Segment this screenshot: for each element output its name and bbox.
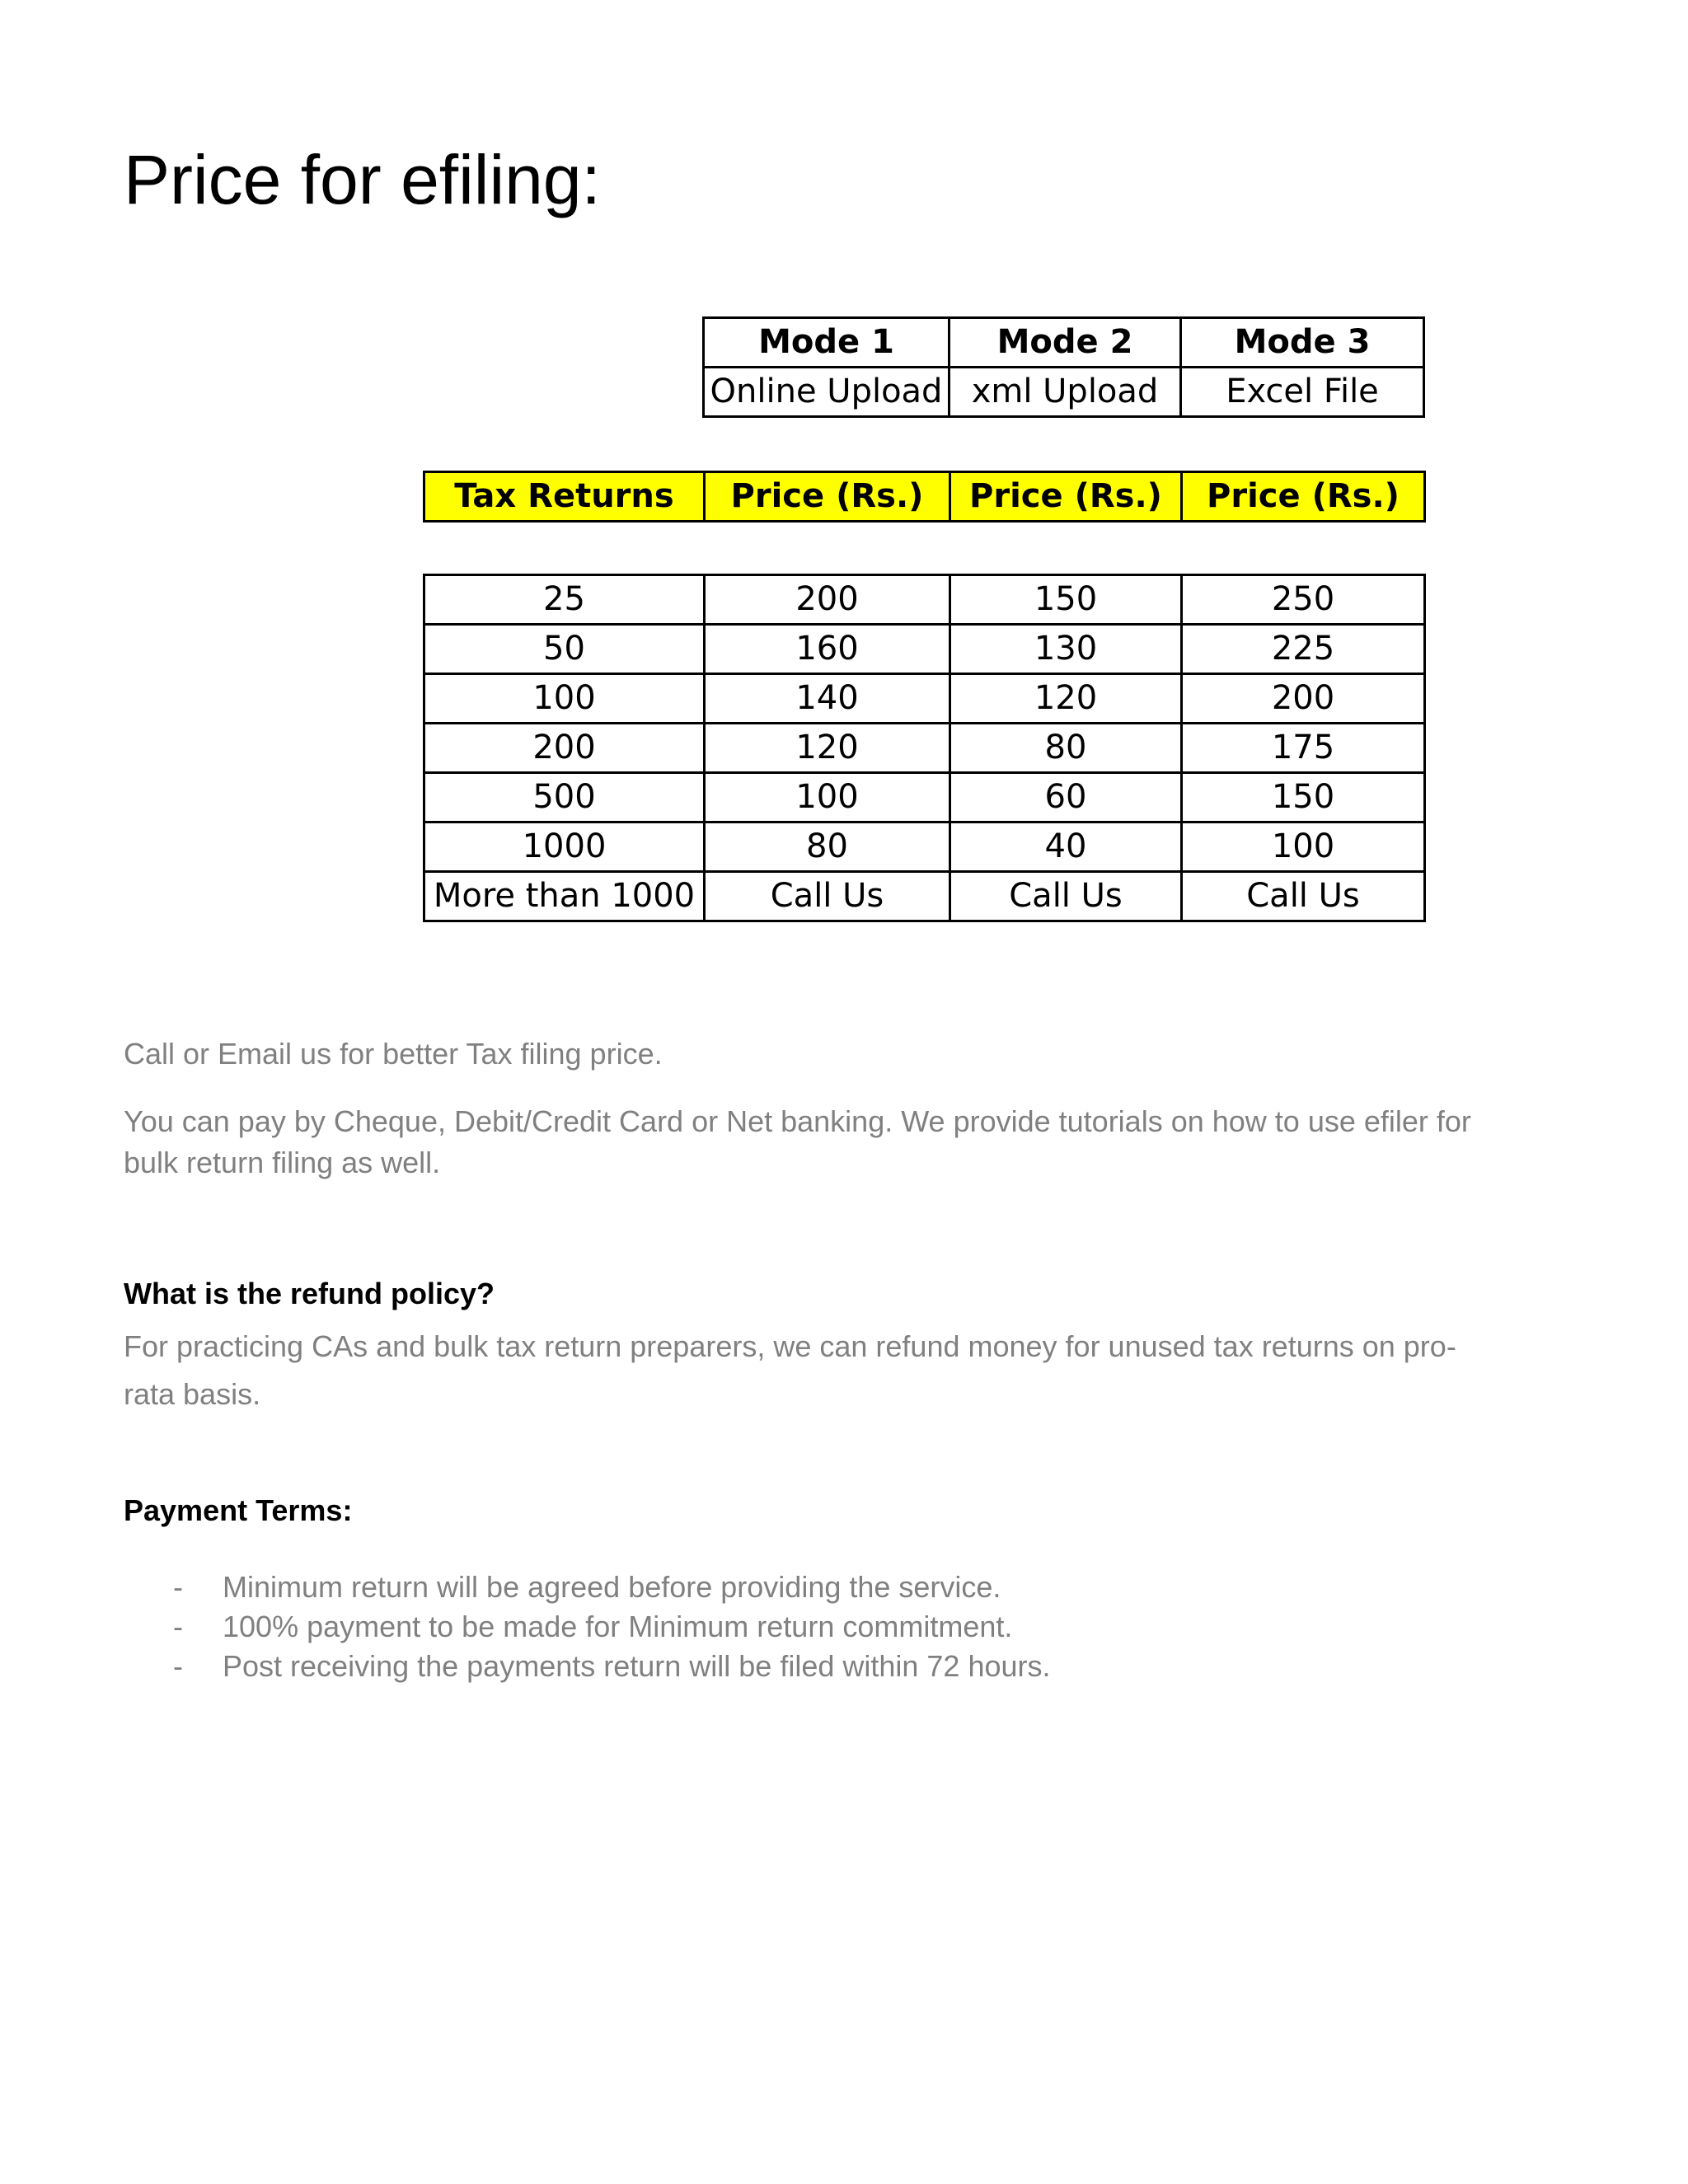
price-mode-1-cell: 200 — [705, 575, 950, 625]
price-mode-1-cell: 100 — [705, 773, 950, 823]
tax-returns-cell: 500 — [424, 773, 705, 823]
price-header-table — [423, 471, 1426, 523]
list-item — [124, 1647, 1051, 1686]
price-mode-3-cell: 225 — [1182, 625, 1425, 674]
price-mode-3-cell: Call Us — [1182, 872, 1425, 921]
header-price-mode-3: Price (Rs.) — [1182, 472, 1425, 522]
bullet-dash: - — [173, 1570, 183, 1604]
refund-policy-heading: What is the refund policy? — [124, 1277, 495, 1310]
header-price-mode-2: Price (Rs.) — [950, 472, 1182, 522]
bullet-dash: - — [173, 1649, 183, 1683]
table-row — [424, 625, 1425, 674]
payment-methods-note: You can pay by Cheque, Debit/Credit Card or Net banking. We provide tutorials on how to use efiler for bulk return filing as well. — [124, 1104, 1471, 1179]
price-mode-1-cell: 160 — [705, 625, 950, 674]
mode-2-label: xml Upload — [950, 368, 1181, 417]
bullet-dash: - — [173, 1610, 183, 1643]
price-mode-2-cell: 120 — [950, 674, 1182, 724]
mode-1-name: Mode 1 — [704, 318, 950, 368]
table-row — [424, 773, 1425, 823]
mode-2-name: Mode 2 — [950, 318, 1181, 368]
table-row — [424, 674, 1425, 724]
mode-table — [702, 316, 1425, 418]
payment-term-text: Post receiving the payments return will be filed within 72 hours. — [223, 1649, 1051, 1683]
tax-returns-cell: 200 — [424, 724, 705, 773]
price-mode-1-cell: Call Us — [705, 872, 950, 921]
tax-returns-cell: 1000 — [424, 823, 705, 872]
payment-term-text: 100% payment to be made for Minimum return commitment. — [223, 1610, 1013, 1643]
tax-returns-cell: 100 — [424, 674, 705, 724]
price-mode-2-cell: 40 — [950, 823, 1182, 872]
payment-term-text: Minimum return will be agreed before providing the service. — [223, 1570, 1001, 1604]
price-mode-2-cell: Call Us — [950, 872, 1182, 921]
price-mode-2-cell: 80 — [950, 724, 1182, 773]
page-title: Price for efiling: — [124, 141, 601, 218]
mode-3-label: Excel File — [1181, 368, 1424, 417]
mode-name-row — [704, 318, 1424, 368]
price-mode-3-cell: 250 — [1182, 575, 1425, 625]
header-tax-returns: Tax Returns — [424, 472, 705, 522]
mode-1-label: Online Upload — [704, 368, 950, 417]
mode-3-name: Mode 3 — [1181, 318, 1424, 368]
price-table — [423, 574, 1426, 922]
price-mode-3-cell: 175 — [1182, 724, 1425, 773]
tax-returns-cell: 25 — [424, 575, 705, 625]
tax-returns-cell: 50 — [424, 625, 705, 674]
price-mode-1-cell: 80 — [705, 823, 950, 872]
price-mode-2-cell: 130 — [950, 625, 1182, 674]
table-row — [424, 872, 1425, 921]
refund-policy-text: For practicing CAs and bulk tax return preparers, we can refund money for unused tax returns on pro-rata basis. — [124, 1329, 1456, 1411]
price-header-row — [424, 472, 1425, 522]
price-mode-1-cell: 120 — [705, 724, 950, 773]
price-mode-2-cell: 150 — [950, 575, 1182, 625]
price-mode-3-cell: 100 — [1182, 823, 1425, 872]
table-row — [424, 724, 1425, 773]
mode-label-row — [704, 368, 1424, 417]
table-row — [424, 575, 1425, 625]
list-item — [124, 1607, 1051, 1647]
header-price-mode-1: Price (Rs.) — [705, 472, 950, 522]
table-row — [424, 823, 1425, 872]
price-mode-1-cell: 140 — [705, 674, 950, 724]
call-email-note: Call or Email us for better Tax filing price. — [124, 1037, 663, 1071]
price-mode-3-cell: 200 — [1182, 674, 1425, 724]
price-mode-3-cell: 150 — [1182, 773, 1425, 823]
list-item — [124, 1568, 1051, 1607]
payment-terms-list — [124, 1568, 1051, 1686]
tax-returns-cell: More than 1000 — [424, 872, 705, 921]
payment-terms-heading: Payment Terms: — [124, 1493, 353, 1527]
price-mode-2-cell: 60 — [950, 773, 1182, 823]
